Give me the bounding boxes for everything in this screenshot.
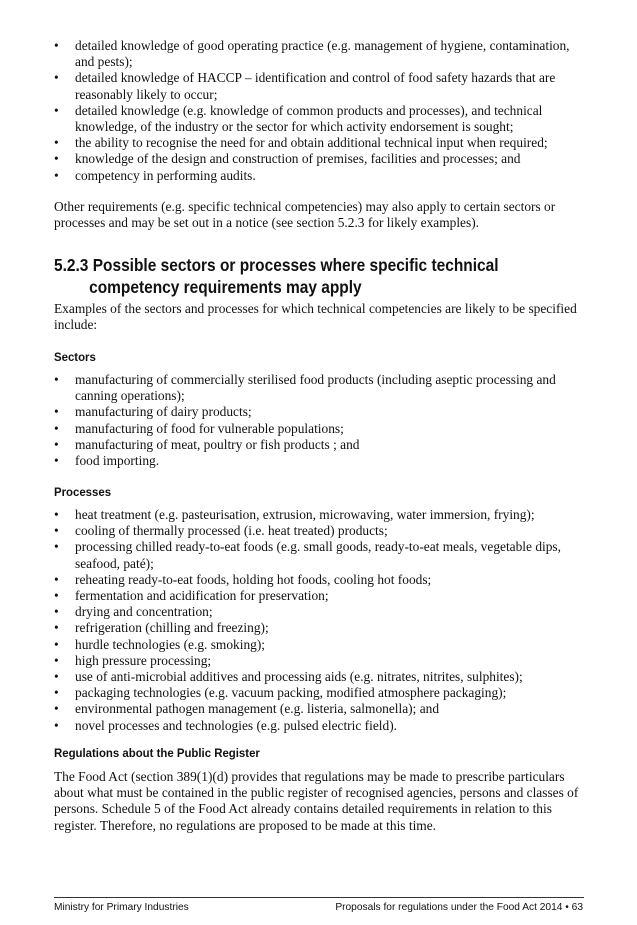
processes-heading: Processes xyxy=(54,485,112,499)
list-item: • manufacturing of commercially sterilised food products (including aseptic processing and canning operations); xyxy=(54,372,582,404)
list-item: • use of anti-microbial additives and processing aids (e.g. nitrates, nitrites, sulphites); xyxy=(54,669,582,685)
sectors-heading: Sectors xyxy=(54,350,96,364)
list-item: • detailed knowledge of good operating practice (e.g. management of hygiene, contamination, and pests); xyxy=(54,38,582,70)
list-item: • cooling of thermally processed (i.e. heat treated) products; xyxy=(54,523,582,539)
list-item: • food importing. xyxy=(54,453,582,469)
processes-list xyxy=(54,507,582,734)
list-item: • packaging technologies (e.g. vacuum packing, modified atmosphere packaging); xyxy=(54,685,582,701)
list-item: • manufacturing of dairy products; xyxy=(54,404,582,420)
other-requirements-paragraph: Other requirements (e.g. specific technical competencies) may also apply to certain sectors or processes and may be set out in a notice (see section 5.2.3 for likely examples). xyxy=(54,199,556,231)
list-item: • processing chilled ready-to-eat foods (e.g. small goods, ready-to-eat meals, vegetable dips, seafood, paté); xyxy=(54,539,582,571)
list-item: • knowledge of the design and construction of premises, facilities and processes; and xyxy=(54,151,582,167)
list-item: • high pressure processing; xyxy=(54,653,582,669)
footer-left: Ministry for Primary Industries xyxy=(54,902,189,913)
section-heading-line2: competency requirements may apply xyxy=(89,277,362,297)
list-item: • the ability to recognise the need for and obtain additional technical input when required; xyxy=(54,135,582,151)
list-item: • hurdle technologies (e.g. smoking); xyxy=(54,637,582,653)
section-intro-paragraph: Examples of the sectors and processes for which technical competencies are likely to be specified include: xyxy=(54,301,577,333)
list-item: • heat treatment (e.g. pasteurisation, extrusion, microwaving, water immersion, frying); xyxy=(54,507,582,523)
list-item: • novel processes and technologies (e.g. pulsed electric field). xyxy=(54,718,582,734)
footer-divider xyxy=(54,897,584,898)
list-item: • fermentation and acidification for preservation; xyxy=(54,588,582,604)
sectors-list xyxy=(54,372,582,469)
list-item: • drying and concentration; xyxy=(54,604,582,620)
list-item: • competency in performing audits. xyxy=(54,168,582,184)
list-item: • detailed knowledge of HACCP – identification and control of food safety hazards that are reasonably likely to occur; xyxy=(54,70,582,102)
section-heading xyxy=(54,254,540,298)
regulations-paragraph: The Food Act (section 389(1)(d) provides that regulations may be made to prescribe particulars about what must be contained in the public register of recognised agencies, persons and classes of persons. Schedule 5 of the Food Act already contains detailed requirements in relation to this register. Therefore, no regulations are proposed to be made at this time. xyxy=(54,769,579,833)
list-item: • reheating ready-to-eat foods, holding hot foods, cooling hot foods; xyxy=(54,572,582,588)
list-item: • manufacturing of meat, poultry or fish products ; and xyxy=(54,437,582,453)
list-item: • manufacturing of food for vulnerable populations; xyxy=(54,421,582,437)
list-item: • environmental pathogen management (e.g. listeria, salmonella); and xyxy=(54,701,582,717)
regulations-heading: Regulations about the Public Register xyxy=(54,746,260,760)
section-heading-line1: 5.2.3 Possible sectors or processes where specific technical xyxy=(54,255,499,275)
list-item: • refrigeration (chilling and freezing); xyxy=(54,620,582,636)
list-item: • detailed knowledge (e.g. knowledge of common products and processes), and technical knowledge, of the industry or the sector for which activity endorsement is sought; xyxy=(54,103,582,135)
auditor-knowledge-list xyxy=(54,38,582,184)
footer-right: Proposals for regulations under the Food Act 2014 • 63 xyxy=(335,902,583,913)
